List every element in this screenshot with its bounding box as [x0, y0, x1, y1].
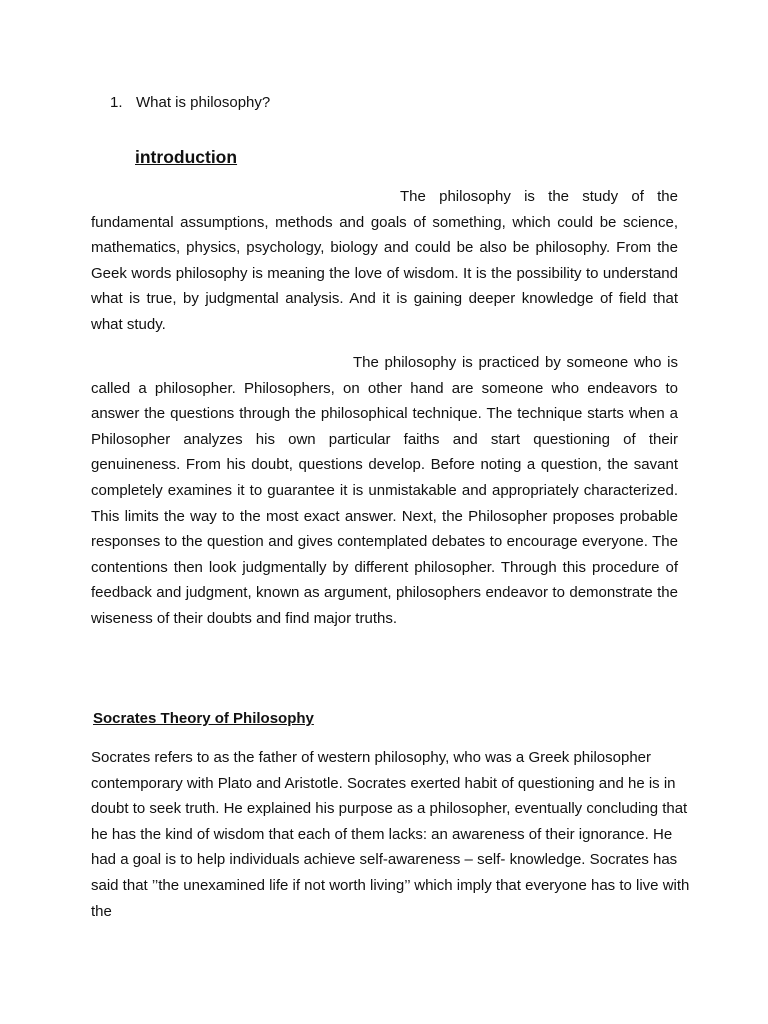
question-number: 1. — [110, 94, 123, 111]
introduction-paragraph-1: The philosophy is the study of the fundamental assumptions, methods and goals of something, which could be science, mathematics, physics, psychology, biology and could be also be philosophy. From the Geek words philosophy is meaning the love of wisdom. It is the possibility to understand what is true, by judgmental analysis. And it is gaining deeper knowledge of field that what study. — [91, 188, 678, 333]
introduction-heading: introduction — [135, 147, 238, 167]
question-text: What is philosophy? — [136, 94, 271, 111]
introduction-paragraph-2: The philosophy is practiced by someone who is called a philosopher. Philosophers, on other hand are someone who endeavors to answer the questions through the philosophical technique. The technique starts when a Philosopher analyzes his own particular faiths and start questioning of their genuineness. From his doubt, questions develop. Before noting a question, the savant completely examines it to guarantee it is unmistakable and appropriately characterized. This limits the way to the most exact answer. Next, the Philosopher proposes probable responses to the question and gives contemplated debates to encourage everyone. The contentions then look judgmentally by different philosopher. Through this procedure of feedback and judgment, known as argument, philosophers endeavor to demonstrate the wiseness of their doubts and find major truths. — [91, 354, 678, 627]
socrates-heading: Socrates Theory of Philosophy — [93, 710, 314, 727]
question-heading — [110, 92, 270, 114]
socrates-paragraph: Socrates refers to as the father of western philosophy, who was a Greek philosopher contemporary with Plato and Aristotle. Socrates exerted habit of questioning and he is in doubt to seek truth. He explained his purpose as a philosopher, eventually concluding that he has the kind of wisdom that each of them lacks: an awareness of their ignorance. He had a goal is to help individuals achieve self-awareness – self- knowledge. Socrates has said that ’’the unexamined life if not worth living’’ which imply that everyone has to live with the — [91, 749, 690, 920]
